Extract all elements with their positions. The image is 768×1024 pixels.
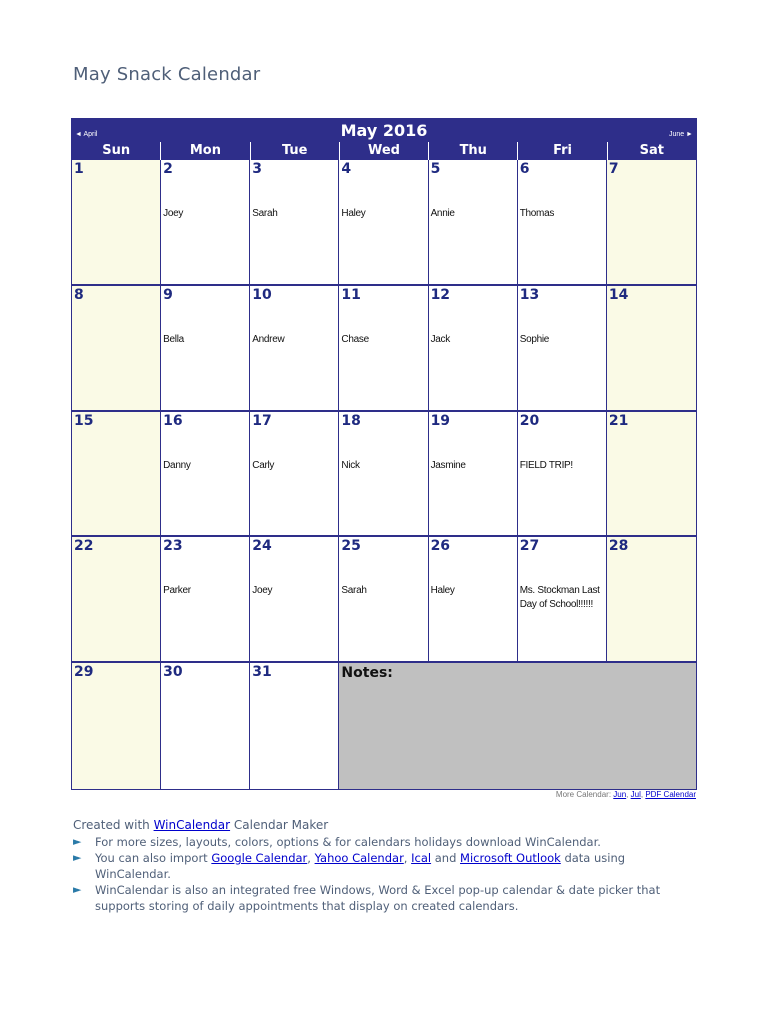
day-number: 26 [430, 538, 451, 555]
day-cell[interactable] [429, 412, 518, 538]
day-number: 17 [252, 412, 272, 429]
day-cell[interactable] [161, 286, 250, 412]
day-number: 2 [163, 161, 173, 177]
day-cell[interactable] [72, 286, 161, 412]
day-number: 30 [163, 664, 183, 681]
created-suffix: Calendar Maker [230, 818, 329, 832]
weekday-thu: Thu [428, 142, 517, 160]
day-event: Joey [252, 585, 273, 597]
page-title: May Snack Calendar [73, 64, 261, 85]
footer [73, 818, 703, 914]
bullet-text: You can also import [95, 851, 212, 865]
day-cell[interactable] [518, 537, 607, 663]
day-number: 5 [430, 161, 441, 177]
day-cell[interactable] [339, 286, 428, 412]
day-number: 13 [519, 286, 540, 303]
day-number: 29 [74, 664, 94, 681]
prev-month-link[interactable]: ◄ April [75, 131, 98, 138]
day-number: 20 [519, 412, 540, 429]
day-cell[interactable] [250, 537, 339, 663]
day-number: 6 [519, 161, 530, 177]
calendar-header [72, 119, 696, 142]
bullet-text-suffix: data using WinCalendar. [95, 851, 626, 881]
day-number: 4 [341, 161, 352, 177]
day-number: 31 [252, 664, 272, 681]
day-cell[interactable] [250, 286, 339, 412]
day-cell[interactable] [161, 537, 250, 663]
day-number: 18 [341, 412, 361, 429]
wincalendar-link[interactable]: WinCalendar [153, 818, 231, 832]
day-event: Danny [163, 459, 191, 471]
more-calendar-prefix: More Calendar: [555, 790, 614, 799]
day-cell[interactable] [518, 286, 607, 412]
weekday-fri: Fri [517, 142, 606, 160]
day-number: 15 [74, 412, 94, 429]
weekday-wed: Wed [339, 142, 428, 160]
day-number: 7 [608, 161, 619, 177]
day-event: Andrew [252, 333, 285, 345]
next-month-link[interactable]: June ► [668, 131, 693, 138]
notes-area[interactable] [339, 663, 696, 789]
day-cell[interactable] [429, 286, 518, 412]
microsoft-outlook-link[interactable]: Microsoft Outlook [460, 851, 561, 865]
bullet-text: WinCalendar is also an integrated free Windows, Word & Excel pop-up calendar & date picker that supports storing of daily appointments that display on created calendars. [95, 883, 661, 913]
day-cell[interactable] [518, 412, 607, 538]
day-event: Chase [341, 333, 369, 345]
day-number: 9 [163, 286, 173, 303]
day-number: 21 [608, 412, 629, 429]
google-calendar-link[interactable]: Google Calendar [211, 851, 308, 865]
weekday-sat: Sat [607, 142, 696, 160]
weekday-mon: Mon [160, 142, 249, 160]
day-number: 12 [430, 286, 451, 303]
bullet-text: For more sizes, layouts, colors, options & for calendars holidays download WinCalendar. [95, 835, 601, 849]
day-cell[interactable] [429, 537, 518, 663]
day-number: 8 [74, 286, 84, 303]
link-jun[interactable]: Jun [613, 790, 627, 799]
day-event: Haley [430, 585, 455, 597]
day-number: 23 [163, 538, 183, 555]
day-event: Carly [252, 459, 275, 471]
day-cell[interactable] [161, 412, 250, 538]
day-number: 22 [74, 538, 94, 555]
calendar-grid [72, 160, 696, 789]
day-number: 24 [252, 538, 272, 555]
day-cell[interactable] [161, 663, 250, 789]
day-number: 28 [608, 538, 629, 555]
arrow-right-icon: ► [73, 851, 82, 864]
day-event: Ms. Stockman Last Day of School!!!!!! [519, 585, 600, 611]
day-cell[interactable] [339, 412, 428, 538]
link-jul[interactable]: Jul [630, 790, 641, 799]
day-cell[interactable] [72, 537, 161, 663]
day-event: Joey [163, 208, 184, 219]
weekday-sun: Sun [102, 143, 131, 158]
day-cell[interactable] [607, 412, 696, 538]
day-number: 25 [341, 538, 361, 555]
info-list [73, 834, 703, 914]
day-event: Sarah [341, 585, 367, 597]
more-calendar-links: More Calendar: Jun, Jul, PDF Calendar [555, 790, 696, 799]
day-number: 14 [608, 286, 629, 303]
ical-link[interactable]: Ical [411, 851, 432, 865]
created-prefix: Created with [73, 818, 154, 832]
day-cell[interactable] [339, 160, 428, 286]
day-number: 10 [252, 286, 272, 303]
day-event: Jasmine [430, 459, 466, 471]
day-number: 11 [341, 286, 361, 303]
day-cell[interactable] [518, 160, 607, 286]
list-item [73, 834, 703, 850]
day-event: Sophie [519, 333, 550, 345]
day-cell[interactable] [72, 412, 161, 538]
day-event: FIELD TRIP! [519, 459, 573, 471]
list-item: ► You can also import Google Calendar, Yahoo Calendar, Ical and Microsoft Outlook data using WinCalendar. [73, 851, 626, 881]
weekday-tue: Tue [250, 142, 339, 160]
day-cell[interactable] [339, 537, 428, 663]
day-cell[interactable] [607, 537, 696, 663]
weekday-header-row [72, 142, 696, 160]
day-number: 1 [74, 161, 84, 177]
day-cell[interactable] [250, 412, 339, 538]
day-cell[interactable] [250, 160, 339, 286]
day-event: Sarah [252, 208, 278, 219]
day-number: 19 [430, 412, 451, 429]
day-cell[interactable] [161, 160, 250, 286]
day-number: 16 [163, 412, 183, 429]
day-cell[interactable] [250, 663, 339, 789]
day-event: Parker [163, 585, 191, 597]
day-event: Haley [341, 208, 366, 219]
arrow-right-icon: ► [73, 883, 82, 896]
day-event: Annie [430, 208, 455, 219]
list-item [73, 882, 703, 914]
day-cell[interactable] [607, 286, 696, 412]
day-number: 3 [252, 161, 263, 177]
arrow-right-icon: ► [73, 835, 82, 848]
day-cell[interactable] [607, 160, 696, 286]
day-cell[interactable] [72, 663, 161, 789]
day-event: Thomas [519, 208, 555, 219]
day-event: Bella [163, 333, 184, 345]
month-title: May 2016 [340, 121, 428, 140]
day-event: Nick [341, 459, 360, 471]
link-pdf-calendar[interactable]: PDF Calendar [645, 790, 696, 799]
day-number: 27 [519, 538, 540, 555]
day-event: Jack [430, 333, 450, 345]
calendar [71, 118, 697, 790]
day-cell[interactable] [72, 160, 161, 286]
yahoo-calendar-link[interactable]: Yahoo Calendar [314, 851, 404, 865]
created-with-line [73, 818, 703, 832]
notes-label: Notes: [341, 665, 393, 682]
day-cell[interactable] [429, 160, 518, 286]
